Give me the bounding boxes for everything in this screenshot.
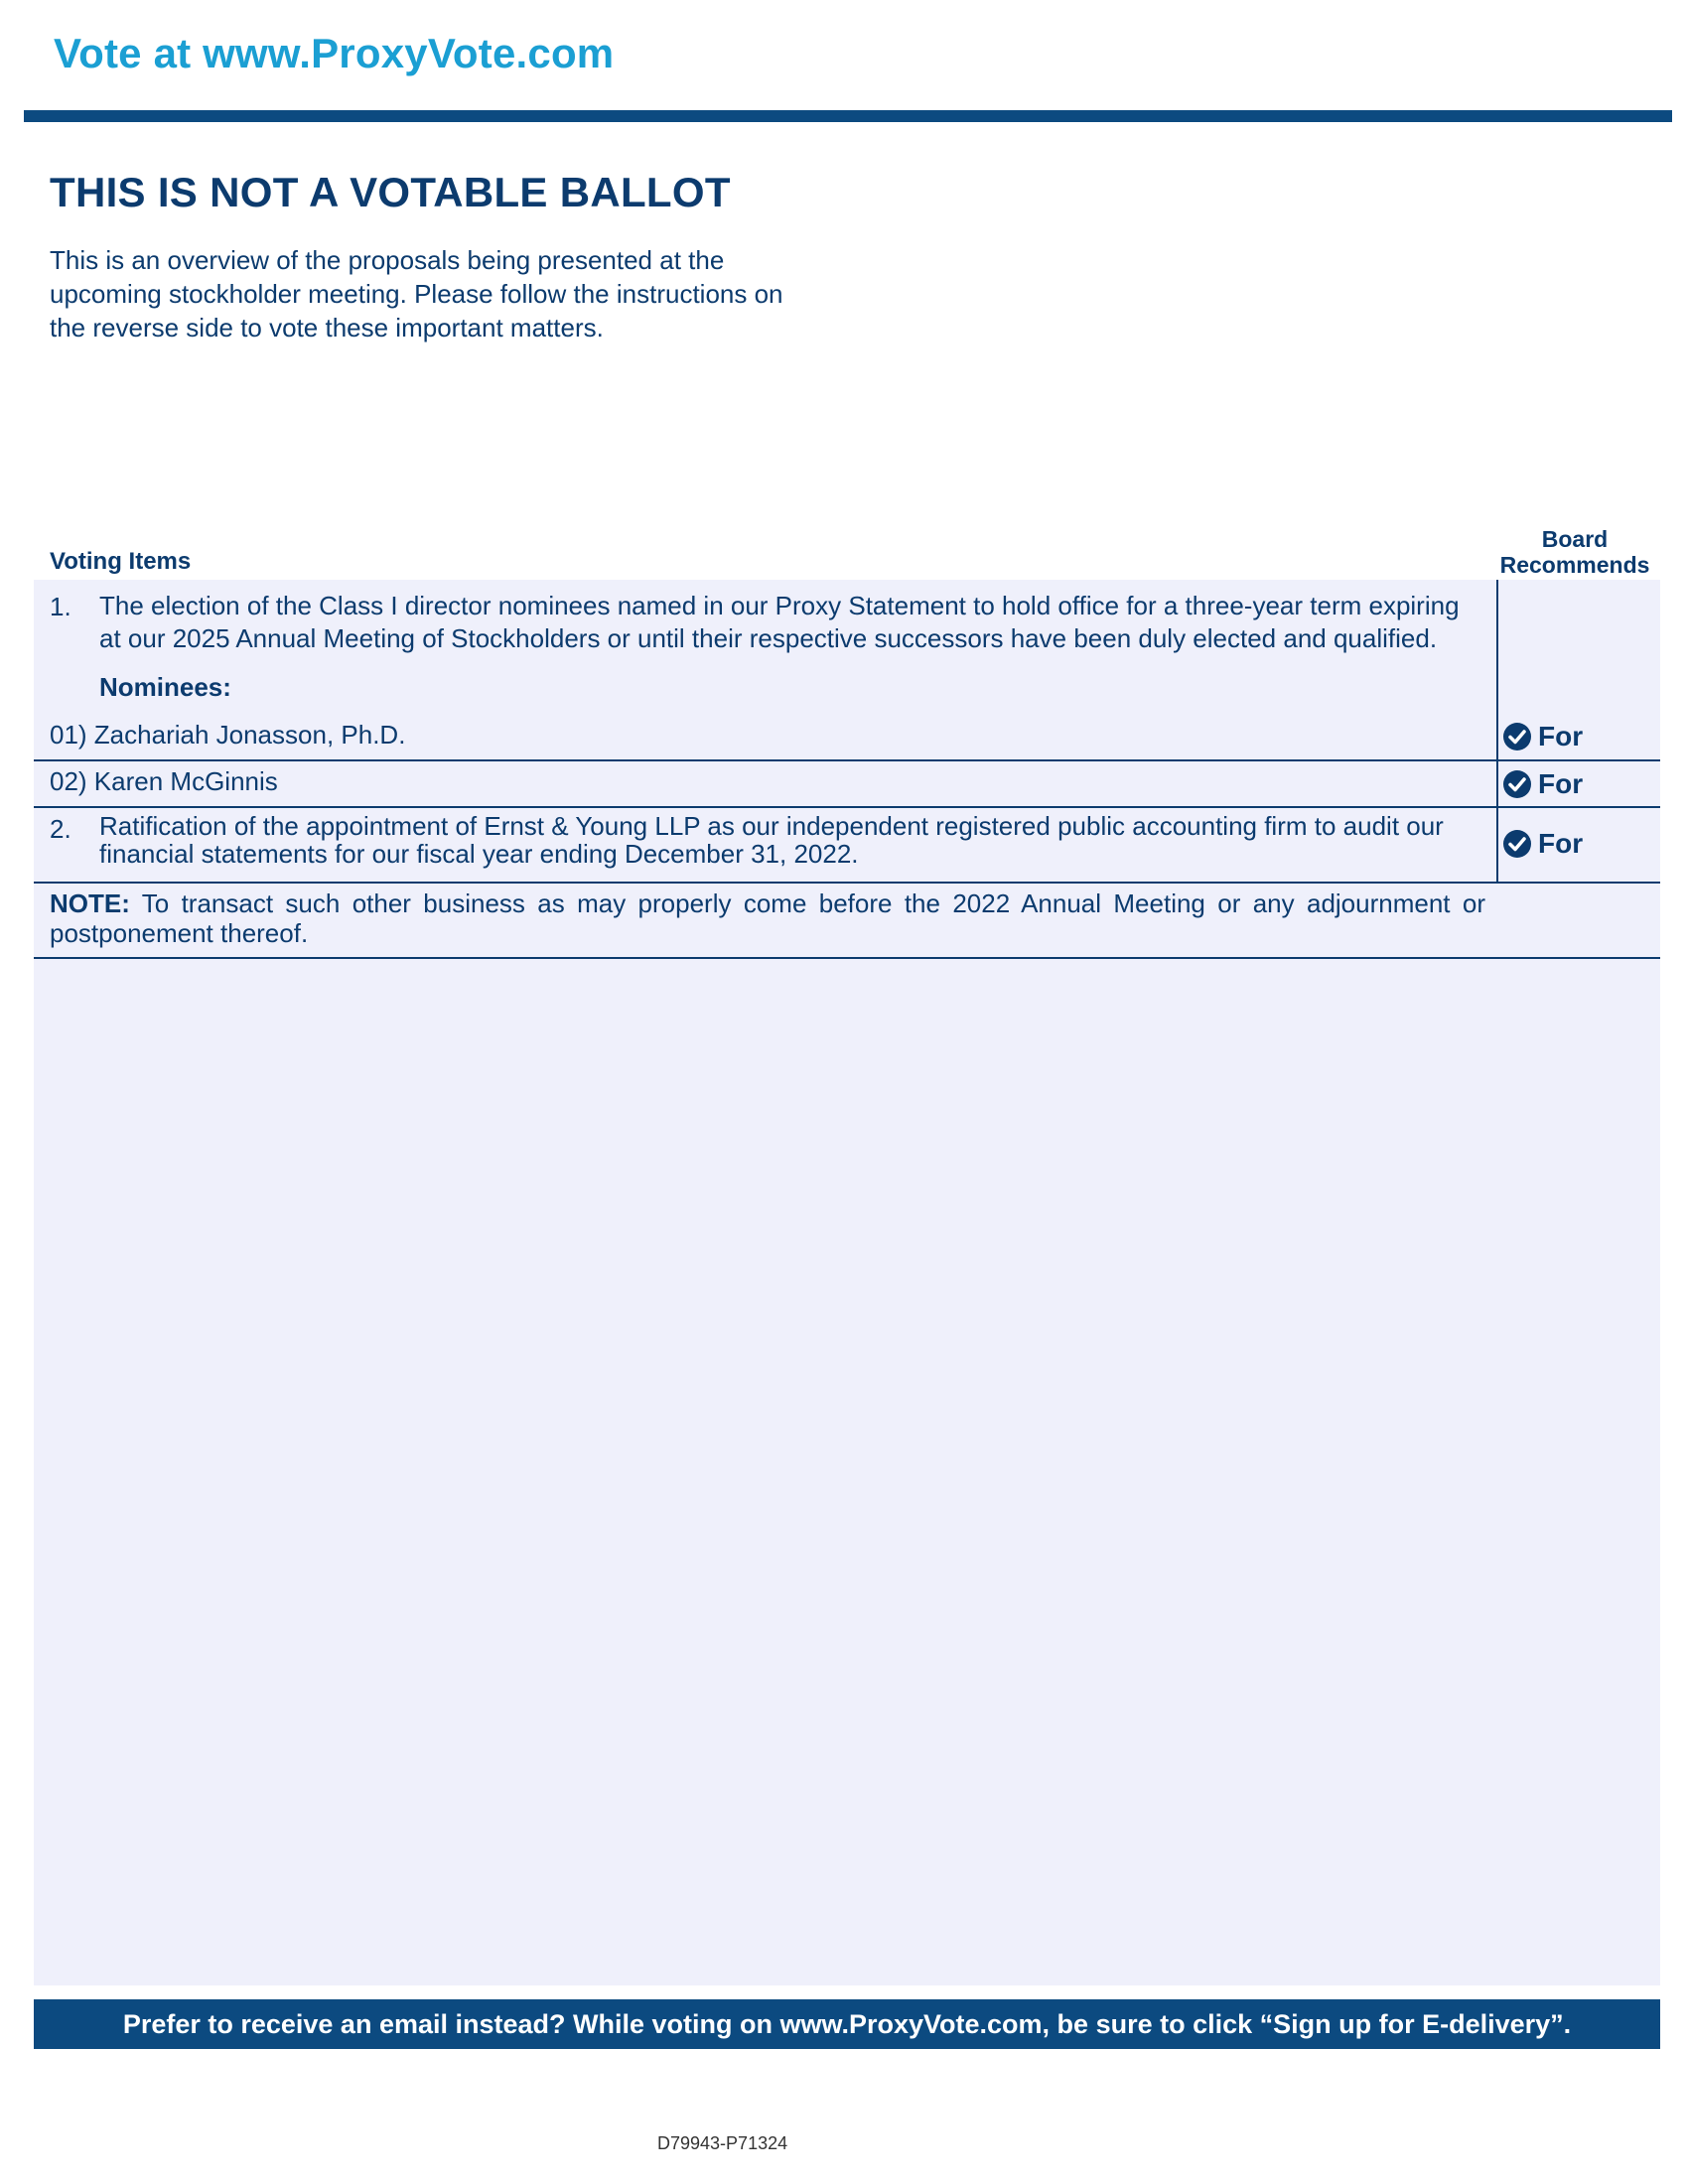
item-2-recommendation [1502,828,1583,860]
check-circle-icon [1502,769,1532,799]
recommendation-label: For [1538,828,1584,859]
check-circle-icon [1502,829,1532,859]
item-1-line-1: The election of the Class I director nominees named in our Proxy Statement to hold office for a three-year term expiring [99,591,1460,620]
item-2-description [99,812,1489,868]
column-divider [1496,580,1498,884]
intro-line-1: This is an overview of the proposals being presented at the [50,245,725,275]
e-delivery-text: Prefer to receive an email instead? While voting on www.ProxyVote.com, be sure to click “Sign up for E-delivery”. [122,2008,1572,2039]
item-1-description [99,590,1489,655]
row-divider [34,806,1660,808]
item-1-number: 1. [50,592,71,621]
item-1-line-2: at our 2025 Annual Meeting of Stockholders or until their respective successors have been duly elected and qualified. [99,623,1438,653]
nominees-label: Nominees: [99,672,231,702]
board-recommends-line-2: Recommends [1499,552,1650,578]
note-label: NOTE: [50,888,130,918]
row-divider [34,759,1660,761]
item-2-line-1: Ratification of the appointment of Ernst & Young LLP as our independent registered public accounting firm to audit our [99,811,1444,841]
nominee-01: 01) Zachariah Jonasson, Ph.D. [50,720,406,750]
nominee-02: 02) Karen McGinnis [50,766,278,796]
vote-link[interactable]: Vote at www.ProxyVote.com [54,30,615,76]
item-2-number: 2. [50,814,71,844]
board-recommends-header [1494,526,1655,578]
check-circle-icon [1502,722,1532,751]
nominee-01-recommendation [1502,721,1583,752]
recommendation-label: For [1538,768,1584,799]
recommendation-label: For [1538,721,1584,751]
intro-line-2: upcoming stockholder meeting. Please follow the instructions on [50,279,783,309]
intro-line-3: the reverse side to vote these important matters. [50,313,604,342]
voting-items-header: Voting Items [50,548,192,575]
note-text: To transact such other business as may properly come before the 2022 Annual Meeting or any adjournment or postponement thereof. [50,888,1485,948]
intro-paragraph [50,243,844,344]
note-paragraph [50,888,1485,948]
row-divider [34,957,1660,959]
board-recommends-line-1: Board [1541,526,1609,552]
document-id: D79943-P71324 [657,2133,788,2153]
nominee-02-recommendation [1502,768,1583,800]
e-delivery-banner [34,1999,1660,2049]
page-title: THIS IS NOT A VOTABLE BALLOT [50,169,731,215]
item-2-line-2: financial statements for our fiscal year ending December 31, 2022. [99,839,859,869]
row-divider [34,882,1660,884]
top-divider [24,110,1672,122]
